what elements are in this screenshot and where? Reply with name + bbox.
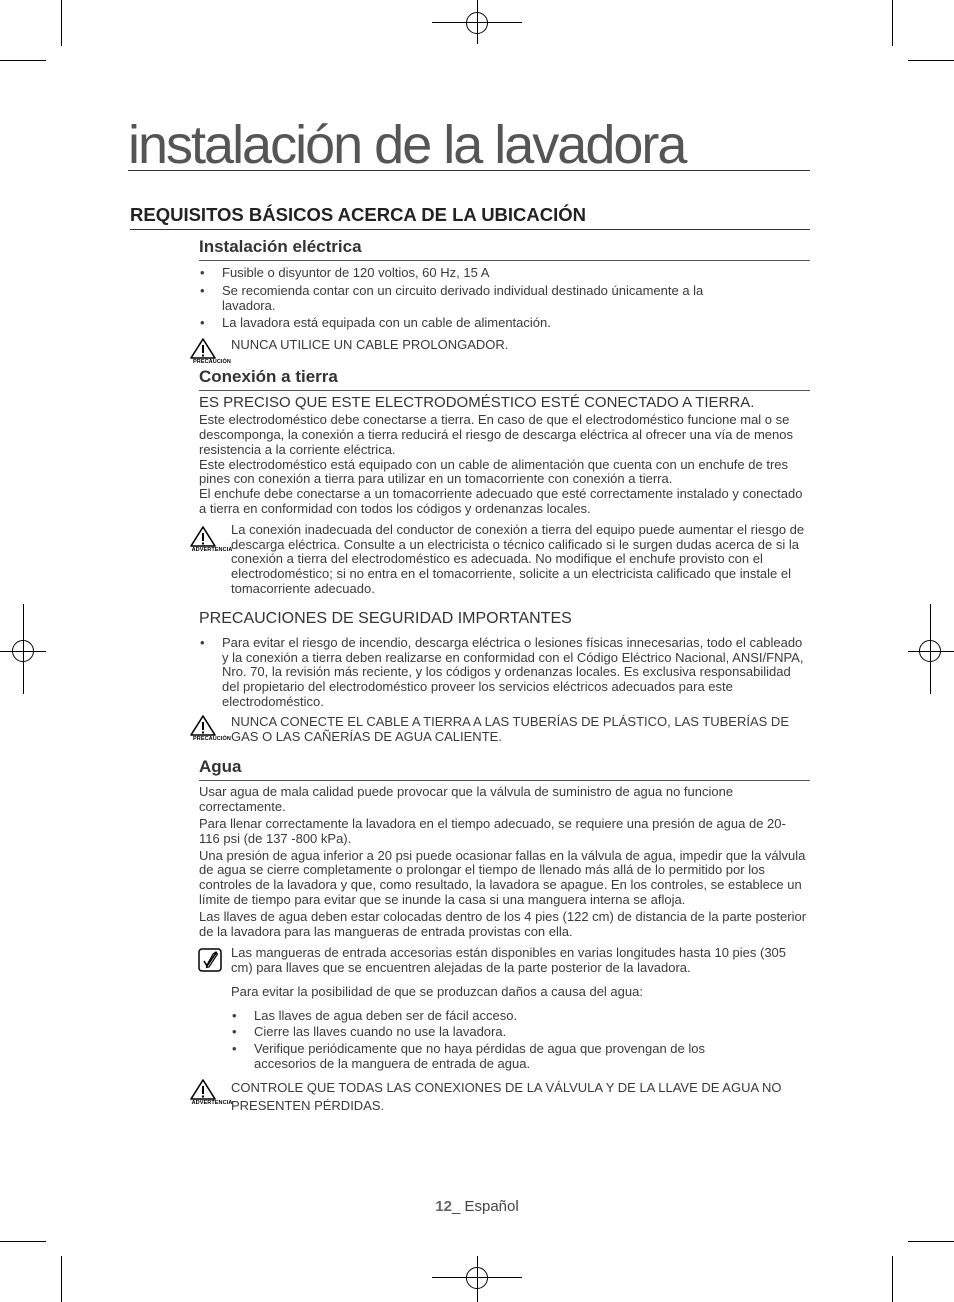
warning-icon: ADVERTENCIA	[190, 1079, 234, 1107]
caution-text: NUNCA UTILICE UN CABLE PROLONGADOR.	[231, 337, 509, 353]
list-item: • Las llaves de agua deben ser de fácil acceso.	[231, 1009, 810, 1024]
paragraph: El enchufe debe conectarse a un tomacorriente adecuado que esté correctamente instalado y conectado a tierra en conformidad con todos los códigos y ordenanzas locales.	[199, 486, 803, 516]
registration-mark-top	[432, 0, 524, 46]
warning-notice	[191, 521, 810, 597]
page-number: 12	[435, 1198, 452, 1215]
ground-heading: Conexión a tierra	[199, 366, 810, 391]
list-item: • Se recomienda contar con un circuito derivado individual destinado únicamente a la lavadora.	[199, 284, 810, 314]
note-intro: Para evitar la posibilidad de que se produzcan daños a causa del agua:	[231, 983, 643, 999]
list-item: • Verifique periódicamente que no haya pérdidas de agua que provengan de los accesorios de la manguera de entrada de agua.	[231, 1042, 810, 1072]
note-icon	[198, 948, 222, 972]
list-item: • Cierre las llaves cuando no use la lavadora.	[231, 1025, 810, 1040]
safety-list	[199, 636, 810, 710]
electrical-heading: Instalación eléctrica	[199, 236, 810, 261]
list-item: • La lavadora está equipada con un cable de alimentación.	[199, 316, 810, 331]
content	[191, 236, 810, 1115]
warning-text: La conexión inadecuada del conductor de conexión a tierra del equipo puede aumentar el riesgo de descarga eléctrica. Consulte a un electricista o técnico calificado si le surgen dudas acerca de si la conexión a tierra del electrodoméstico es adecuada. No modifique el enchufe provisto con el electrodoméstico; si no entra en el tomacorriente, solicite a un electricista calificado que instale el tomacorriente adecuado.	[231, 521, 805, 596]
water-heading: Agua	[199, 756, 810, 781]
paragraph: Usar agua de mala calidad puede provocar que la válvula de suministro de agua no funcione correctamente.	[199, 784, 734, 815]
caution-text: NUNCA CONECTE EL CABLE A TIERRA A LAS TUBERÍAS DE PLÁSTICO, LAS TUBERÍAS DE GAS O LAS CAÑERÍAS DE AGUA CALIENTE.	[231, 713, 789, 744]
warning-notice-water	[191, 1079, 810, 1115]
caution-icon: PRECAUCIÓN	[190, 338, 234, 366]
paragraph: Este electrodoméstico está equipado con un cable de alimentación que cuenta con un enchufe de tres pines con conexión a tierra para utilizar en un tomacorriente con conexión a tierra.	[199, 456, 789, 487]
section-title: REQUISITOS BÁSICOS ACERCA DE LA UBICACIÓN	[130, 204, 810, 230]
paragraph: Una presión de agua inferior a 20 psi puede ocasionar fallas en la válvula de agua, impedir que la válvula de agua se cierre completamente o prolongar el tiempo de llenado más allá de lo permitido por los controles de la lavadora y que, como resultado, la lavadora se apague. En los controles, se establece un límite de tiempo para evitar que se inunde la casa si una manguera interna se afloja.	[199, 847, 806, 907]
caution-notice	[193, 337, 810, 366]
page-footer	[0, 1198, 954, 1215]
registration-mark-right	[908, 604, 954, 696]
caution-icon: PRECAUCIÓN	[190, 715, 234, 743]
warning-icon: ADVERTENCIA	[190, 526, 234, 554]
list-item: • Fusible o disyuntor de 120 voltios, 60 Hz, 15 A	[199, 266, 810, 281]
note-text: Las mangueras de entrada accesorias están disponibles en varias longitudes hasta 10 pies (305 cm) para llaves que se encuentren alejadas de la parte posterior de la lavadora.	[231, 945, 787, 976]
electrical-list	[199, 266, 810, 331]
warning-text: CONTROLE QUE TODAS LAS CONEXIONES DE LA VÁLVULA Y DE LA LLAVE DE AGUA NO PRESENTEN PÉRDIDAS.	[231, 1079, 782, 1113]
note-block	[199, 946, 810, 1072]
safety-heading: PRECAUCIONES DE SEGURIDAD IMPORTANTES	[199, 609, 572, 627]
paragraph: Este electrodoméstico debe conectarse a tierra. En caso de que el electrodoméstico funcione mal o se descomponga, la conexión a tierra reducirá el riesgo de descarga eléctrica al ofrecer una vía de menos resistencia a la corriente eléctrica.	[199, 412, 794, 457]
caution-notice-ground	[193, 713, 810, 745]
page-title: instalación de la lavadora	[128, 118, 810, 171]
note-list	[231, 1009, 810, 1072]
paragraph: Las llaves de agua deben estar colocadas dentro de los 4 pies (122 cm) de distancia de la parte posterior de la lavadora para las mangueras de entrada provistas con ella.	[199, 908, 807, 939]
list-item: • Para evitar el riesgo de incendio, descarga eléctrica o lesiones físicas innecesarias, todo el cableado y la conexión a tierra deben realizarse en conformidad con el Código Eléctrico Nacional, ANSI/FNPA, Nro. 70, la revisión más reciente, y los códigos y ordenanzas locales. Es exclusiva responsabilidad del propietario del electrodoméstico proveer los servicios eléctricos adecuados para este electrodoméstico.	[199, 636, 810, 710]
registration-mark-bottom	[432, 1256, 524, 1302]
footer-language: _ Español	[451, 1198, 519, 1215]
registration-mark-left	[0, 604, 46, 696]
ground-caps-heading: ES PRECISO QUE ESTE ELECTRODOMÉSTICO ESTÉ CONECTADO A TIERRA.	[199, 394, 755, 412]
paragraph: Para llenar correctamente la lavadora en el tiempo adecuado, se requiere una presión de agua de 20- 116 psi (de 137 -800 kPa).	[199, 815, 786, 846]
